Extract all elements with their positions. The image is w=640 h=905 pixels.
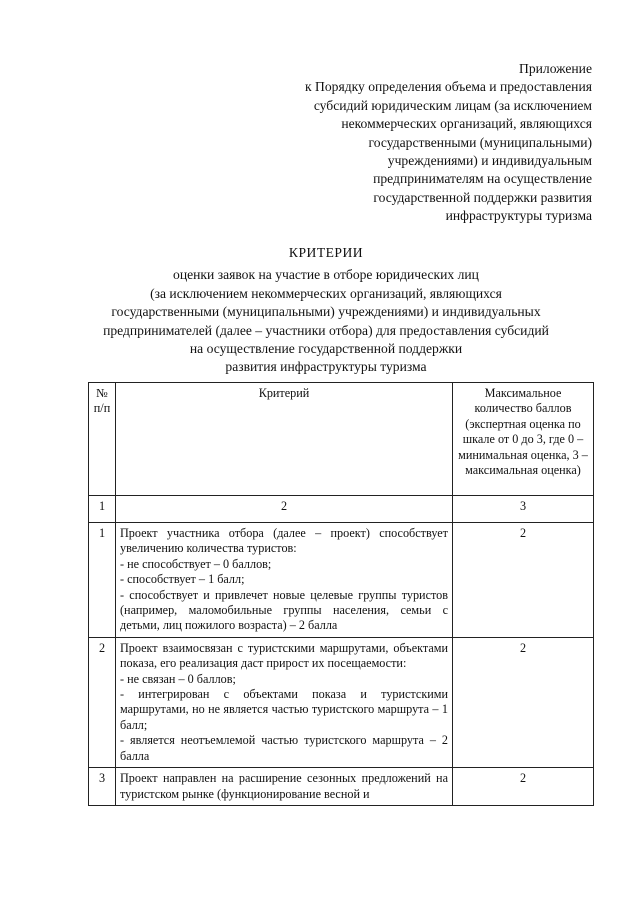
row-criterion xyxy=(116,768,453,806)
row-number: 3 xyxy=(89,768,116,806)
criterion-line: - не способствует – 0 баллов; xyxy=(120,556,272,571)
row-score: 2 xyxy=(453,637,594,767)
title-line: развития инфраструктуры туризма xyxy=(225,359,427,375)
table-index-row xyxy=(89,496,594,523)
appendix-line: предпринимателям на осуществление xyxy=(373,171,592,187)
appendix-line: Приложение xyxy=(519,61,592,76)
table-header-row xyxy=(89,383,594,496)
appendix-line: учреждениями) и индивидуальным xyxy=(387,153,592,169)
row-number: 2 xyxy=(89,637,116,767)
row-criterion xyxy=(116,523,453,638)
criterion-line: Проект участника отбора (далее – проект) способствует увеличению количества туристов: xyxy=(120,526,448,556)
row-score: 2 xyxy=(453,523,594,638)
criterion-line: Проект взаимосвязан с туристскими маршрутами, объектами показа, его реализация даст прирост их посещаемости: xyxy=(120,640,448,671)
criterion-line: - интегрирован с объектами показа и туристскими маршрутами, но не является частью туристского маршрута – 1 балл; xyxy=(120,687,448,732)
appendix-line: субсидий юридическим лицам (за исключением xyxy=(313,97,592,113)
table-row xyxy=(89,637,594,767)
title-line: на осуществление государственной поддержки xyxy=(189,341,463,357)
header-criterion: Критерий xyxy=(116,383,453,496)
document-title-block xyxy=(60,244,592,377)
table-row xyxy=(89,768,594,806)
appendix-line: государственной поддержки развития xyxy=(373,189,592,205)
title-line: (за исключением некоммерческих организаций, являющихся xyxy=(150,285,502,301)
header-number: № п/п xyxy=(89,383,116,496)
table-row xyxy=(89,523,594,638)
index-cell: 1 xyxy=(89,496,116,523)
index-cell: 2 xyxy=(116,496,453,523)
title-line: оценки заявок на участие в отборе юридических лиц xyxy=(173,267,479,283)
criteria-table xyxy=(88,382,594,806)
title-line: государственными (муниципальными) учреждениями) и индивидуальных xyxy=(111,304,541,320)
criterion-line: - является неотъемлемой частью туристского маршрута – 2 балла xyxy=(120,733,448,763)
appendix-block xyxy=(252,60,592,226)
row-number: 1 xyxy=(89,523,116,638)
appendix-line: инфраструктуры туризма xyxy=(445,208,592,224)
index-cell: 3 xyxy=(453,496,594,523)
criterion-line: - способствует и привлечет новые целевые группы туристов (например, маломобильные группы населения, семьи с детьми, лиц пожилого возраста) – 2 балла xyxy=(120,587,448,633)
criterion-line: - не связан – 0 баллов; xyxy=(120,671,236,686)
appendix-line: государственными (муниципальными) xyxy=(368,134,592,150)
criterion-line: - способствует – 1 балл; xyxy=(120,572,245,587)
title-line: предпринимателей (далее – участники отбора) для предоставления субсидий xyxy=(103,322,549,338)
appendix-line: некоммерческих организаций, являющихся xyxy=(341,116,592,132)
document-title: КРИТЕРИИ xyxy=(288,245,364,260)
row-criterion xyxy=(116,637,453,767)
criterion-line: Проект направлен на расширение сезонных предложений на туристском рынке (функционирование весной и xyxy=(120,771,448,801)
appendix-line: к Порядку определения объема и предоставления xyxy=(305,79,592,95)
header-max-score: Максимальное количество баллов (экспертная оценка по шкале от 0 до 3, где 0 – минимальная оценка, 3 – максимальная оценка) xyxy=(453,383,594,496)
row-score: 2 xyxy=(453,768,594,806)
